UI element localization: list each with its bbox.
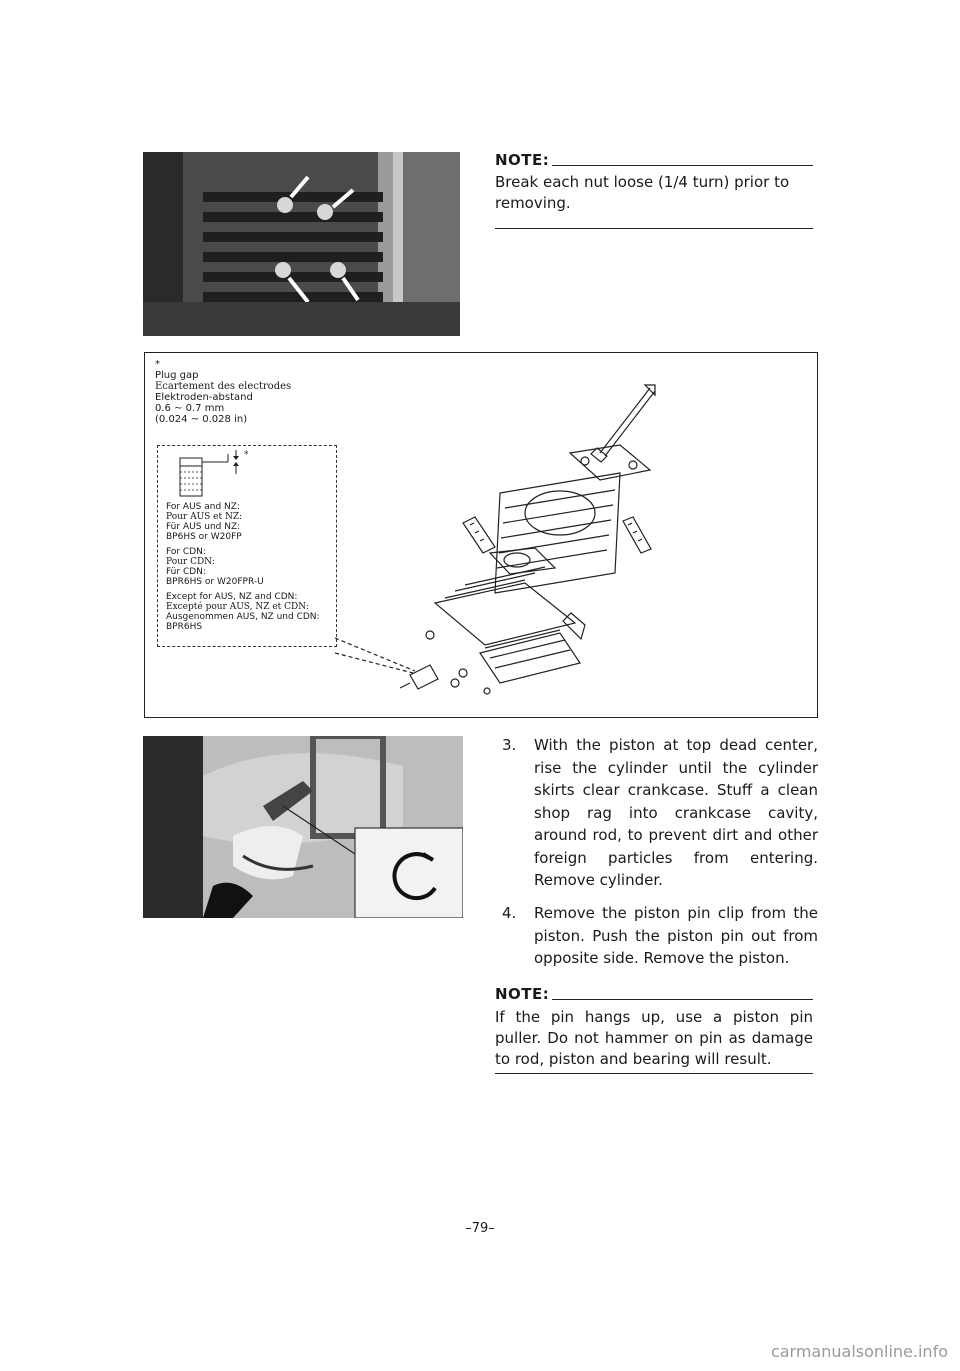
plug-gap-spec: * Plug gap Ecartement des electrodes Elektroden-abstand 0.6 ~ 0.7 mm (0.024 ~ 0.028 in) (155, 359, 292, 425)
note-2-end-rule (495, 1073, 813, 1074)
step-4 (502, 902, 818, 972)
cylinder-exploded-diagram (144, 352, 818, 718)
note-1-body: Break each nut loose (1/4 turn) prior to removing. (495, 173, 790, 212)
page-number: –79– (465, 1221, 495, 1236)
step-3 (502, 734, 818, 889)
site-watermark: carmanualsonline.info (770, 1342, 948, 1361)
note-1-heading: NOTE: (495, 151, 813, 169)
step-4-number: 4. (502, 904, 517, 922)
step-4-text: Remove the piston pin clip from the piston. Push the piston pin out from opposite side. Remove the piston. (534, 904, 818, 967)
piston-clip-photo (143, 736, 463, 918)
spec-marker: * (155, 359, 160, 370)
note-2-heading: NOTE: (495, 985, 813, 1003)
step-3-text: With the piston at top dead center, rise the cylinder until the cylinder skirts clear crankcase. Stuff a clean shop rag into crankcase cavity, around rod, to prevent dirt and other foreign particles from entering. Remove cylinder. (534, 736, 818, 889)
note-2-body: If the pin hangs up, use a piston pin puller. Do not hammer on pin as damage to rod, piston and bearing will result. (495, 1008, 813, 1068)
cylinder-head-photo (143, 152, 460, 336)
plug-marker: * (244, 450, 249, 460)
step-3-number: 3. (502, 736, 517, 754)
spark-plug-callout: * For AUS and NZ: Pour AUS et NZ: Für AUS und NZ: BP6HS or W20FP For CDN: Pour CDN: Für CDN: BPR6HS or W20FPR-U Except for AUS, NZ and CDN: Excepté pour AUS, NZ et CDN: Ausgenommen AUS, NZ und CDN: BPR6HS (157, 445, 337, 647)
note-1-end-rule (495, 228, 813, 229)
